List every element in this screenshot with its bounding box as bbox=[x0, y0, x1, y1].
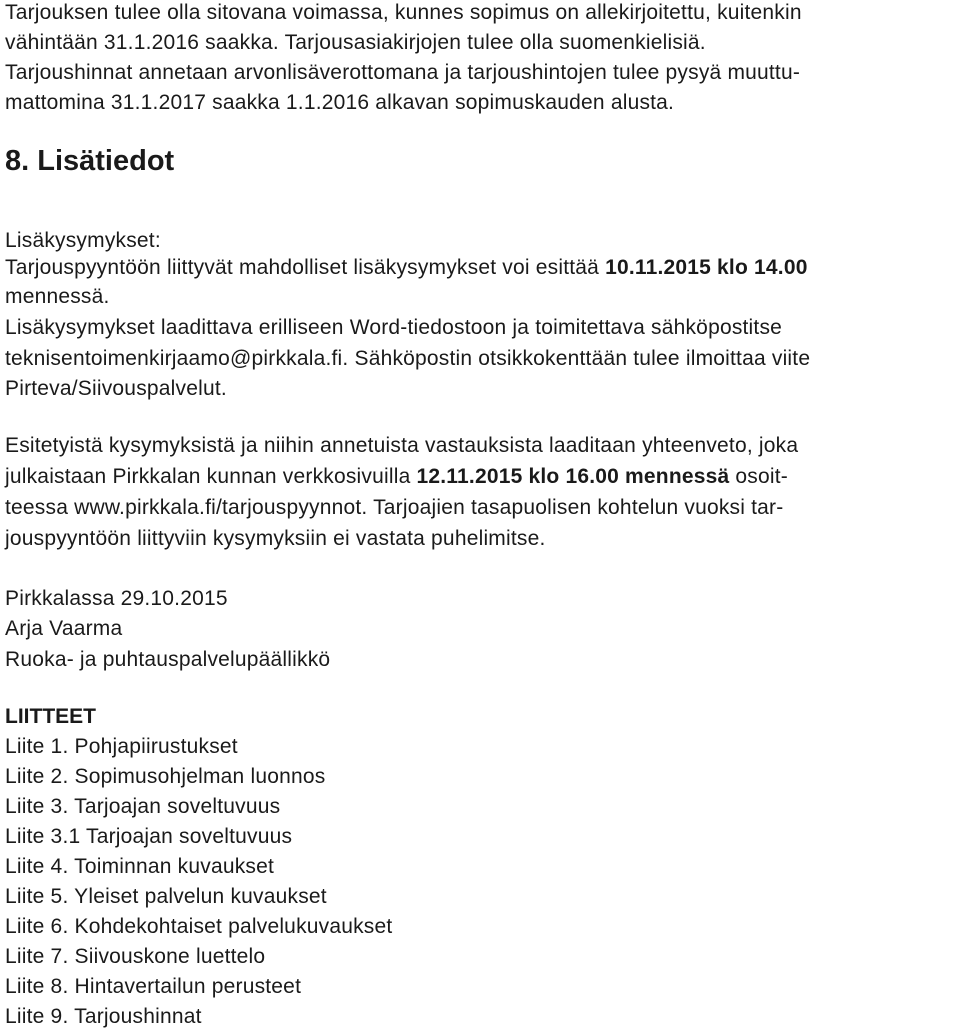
summary-line-2-end: osoit- bbox=[729, 465, 788, 488]
attachment-item: Liite 4. Toiminnan kuvaukset bbox=[5, 855, 275, 878]
attachment-item: Liite 5. Yleiset palvelun kuvaukset bbox=[5, 885, 327, 908]
questions-line-3: Lisäkysymykset laadittava erilliseen Word-tiedostoon ja toimitettava sähköpostitse bbox=[5, 316, 783, 339]
attachments-heading: LIITTEET bbox=[5, 705, 96, 728]
summary-line-2 bbox=[5, 462, 788, 492]
attachment-item: Liite 8. Hintavertailun perusteet bbox=[5, 975, 302, 998]
signature-name: Arja Vaarma bbox=[5, 617, 123, 640]
questions-line-4: teknisentoimenkirjaamo@pirkkala.fi. Sähköpostin otsikkokenttään tulee ilmoittaa viite bbox=[5, 347, 811, 370]
intro-line-3: Tarjoushinnat annetaan arvonlisäverottomana ja tarjoushintojen tulee pysyä muuttu- bbox=[5, 61, 801, 84]
attachment-item: Liite 7. Siivouskone luettelo bbox=[5, 945, 266, 968]
signature-title: Ruoka- ja puhtauspalvelupäällikkö bbox=[5, 648, 331, 671]
attachment-item: Liite 3.1 Tarjoajan soveltuvuus bbox=[5, 825, 293, 848]
questions-deadline: 10.11.2015 klo 14.00 bbox=[605, 256, 808, 279]
attachment-item: Liite 6. Kohdekohtaiset palvelukuvaukset bbox=[5, 915, 393, 938]
questions-line-5: Pirteva/Siivouspalvelut. bbox=[5, 377, 227, 400]
questions-label: Lisäkysymykset: bbox=[5, 229, 161, 252]
questions-line-2: mennessä. bbox=[5, 285, 110, 308]
summary-line-4: jouspyyntöön liittyviin kysymyksiin ei vastata puhelimitse. bbox=[5, 527, 546, 550]
attachment-item: Liite 1. Pohjapiirustukset bbox=[5, 735, 238, 758]
attachment-item: Liite 2. Sopimusohjelman luonnos bbox=[5, 765, 326, 788]
intro-line-4: mattomina 31.1.2017 saakka 1.1.2016 alkavan sopimuskauden alusta. bbox=[5, 91, 675, 114]
attachment-item: Liite 9. Tarjoushinnat bbox=[5, 1005, 202, 1028]
questions-line-1 bbox=[5, 253, 808, 283]
intro-line-2: vähintään 31.1.2016 saakka. Tarjousasiakirjojen tulee olla suomenkielisiä. bbox=[5, 31, 706, 54]
summary-line-2-text: julkaistaan Pirkkalan kunnan verkkosivuilla bbox=[5, 465, 417, 488]
summary-line-3: teessa www.pirkkala.fi/tarjouspyynnot. Tarjoajien tasapuolisen kohtelun vuoksi tar- bbox=[5, 496, 784, 519]
summary-line-1: Esitetyistä kysymyksistä ja niihin annetuista vastauksista laaditaan yhteenveto, joka bbox=[5, 434, 799, 457]
summary-deadline: 12.11.2015 klo 16.00 mennessä bbox=[416, 465, 730, 488]
section-heading: 8. Lisätiedot bbox=[5, 145, 175, 177]
attachment-item: Liite 3. Tarjoajan soveltuvuus bbox=[5, 795, 281, 818]
questions-line-1-text: Tarjouspyyntöön liittyvät mahdolliset lisäkysymykset voi esittää bbox=[5, 256, 606, 279]
intro-line-1: Tarjouksen tulee olla sitovana voimassa, kunnes sopimus on allekirjoitettu, kuitenkin bbox=[5, 1, 802, 24]
signature-place-date: Pirkkalassa 29.10.2015 bbox=[5, 587, 228, 610]
